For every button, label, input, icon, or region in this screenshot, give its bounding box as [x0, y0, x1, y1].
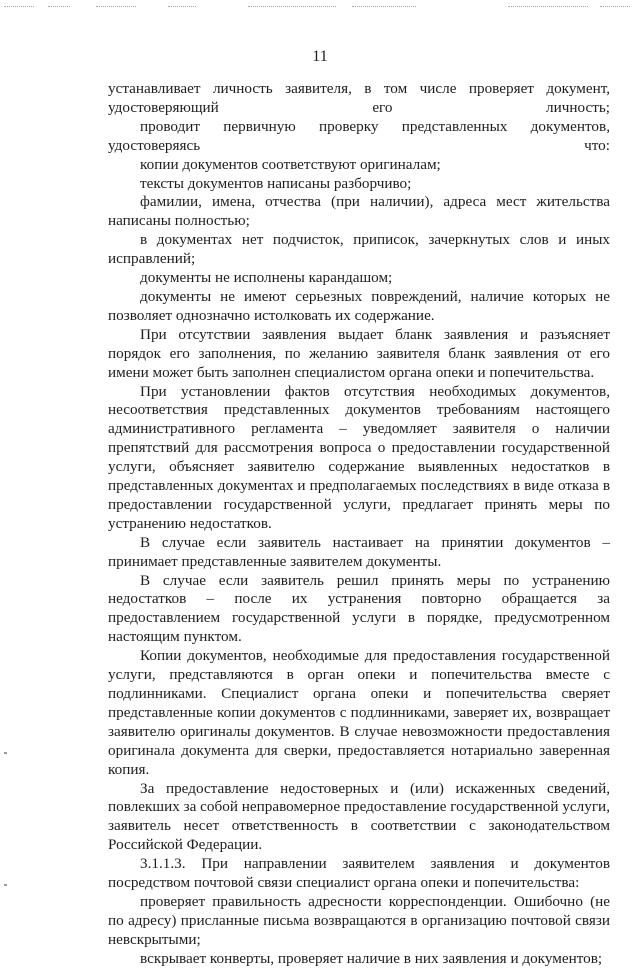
paragraph: В случае если заявитель решил принять меры по устранению недостатков – после их устранения повторно обращается за предоставлением государственной услуги в порядке, предусмотренном настоящим пунктом.: [108, 571, 610, 646]
paragraph: вскрывает конверты, проверяет наличие в них заявления и документов;: [140, 949, 603, 967]
paragraph: В случае если заявитель настаивает на принятии документов – принимает представленные заявителем документы.: [108, 533, 610, 570]
scan-margin-mark: [4, 884, 7, 886]
paragraph: При отсутствии заявления выдает бланк заявления и разъясняет порядок его заполнения, по желанию заявителя бланк заявления от его имени может быть заполнен специалистом органа опеки и попечительства.: [108, 325, 610, 381]
document-body: [108, 80, 610, 969]
paragraph: документы не исполнены карандашом;: [140, 269, 393, 287]
paragraph: тексты документов написаны разборчиво;: [140, 174, 412, 192]
paragraph: проводит первичную проверку представленных документов, удостоверяясь что:: [108, 117, 610, 154]
paragraph: устанавливает личность заявителя, в том числе проверяет документ, удостоверяющий его личность;: [108, 80, 610, 116]
scan-margin-mark: [4, 752, 7, 754]
paragraph: документы не имеют серьезных повреждений, наличие которых не позволяет однозначно истолковать их содержание.: [108, 287, 610, 324]
paragraph: Копии документов, необходимые для предоставления государственной услуги, представляются в орган опеки и попечительства вместе с подлинниками. Специалист органа опеки и попечительства сверяет представленные копии документов с подлинниками, заверяет их, возвращает заявителю оригиналы документов. В случае невозможности предоставления оригинала документа для сверки, предоставляется нотариально заверенная копия.: [108, 647, 610, 778]
paragraph: проверяет правильность адресности корреспонденции. Ошибочно (не по адресу) присланные письма возвращаются в организацию почтовой связи невскрытыми;: [108, 892, 610, 948]
paragraph: фамилии, имена, отчества (при наличии), адреса мест жительства написаны полностью;: [108, 193, 610, 230]
page-number: 11: [312, 48, 328, 65]
paragraph: При установлении фактов отсутствия необходимых документов, несоответствия представленных документов требованиям настоящего административного регламента – уведомляет заявителя о наличии препятствий для рассмотрения вопроса о предоставлении государственной услуги, объясняет заявителю содержание выявленных недостатков в представленных документах и предполагаемых последствиях в виде отказа в предоставлении государственной услуги, предлагает принять меры по устранению недостатков.: [108, 382, 610, 532]
paragraph: За предоставление недостоверных и (или) искаженных сведений, повлекших за собой неправомерное предоставление государственной услуги, заявитель несет ответственность в соответствии с законодательством Российской Федерации.: [108, 779, 610, 854]
paragraph: 3.1.1.3. При направлении заявителем заявления и документов посредством почтовой связи специалист органа опеки и попечительства:: [108, 855, 610, 892]
scan-edge-artifact: [0, 6, 640, 12]
paragraph: копии документов соответствуют оригиналам;: [140, 155, 441, 173]
paragraph: в документах нет подчисток, приписок, зачеркнутых слов и иных исправлений;: [108, 231, 610, 268]
